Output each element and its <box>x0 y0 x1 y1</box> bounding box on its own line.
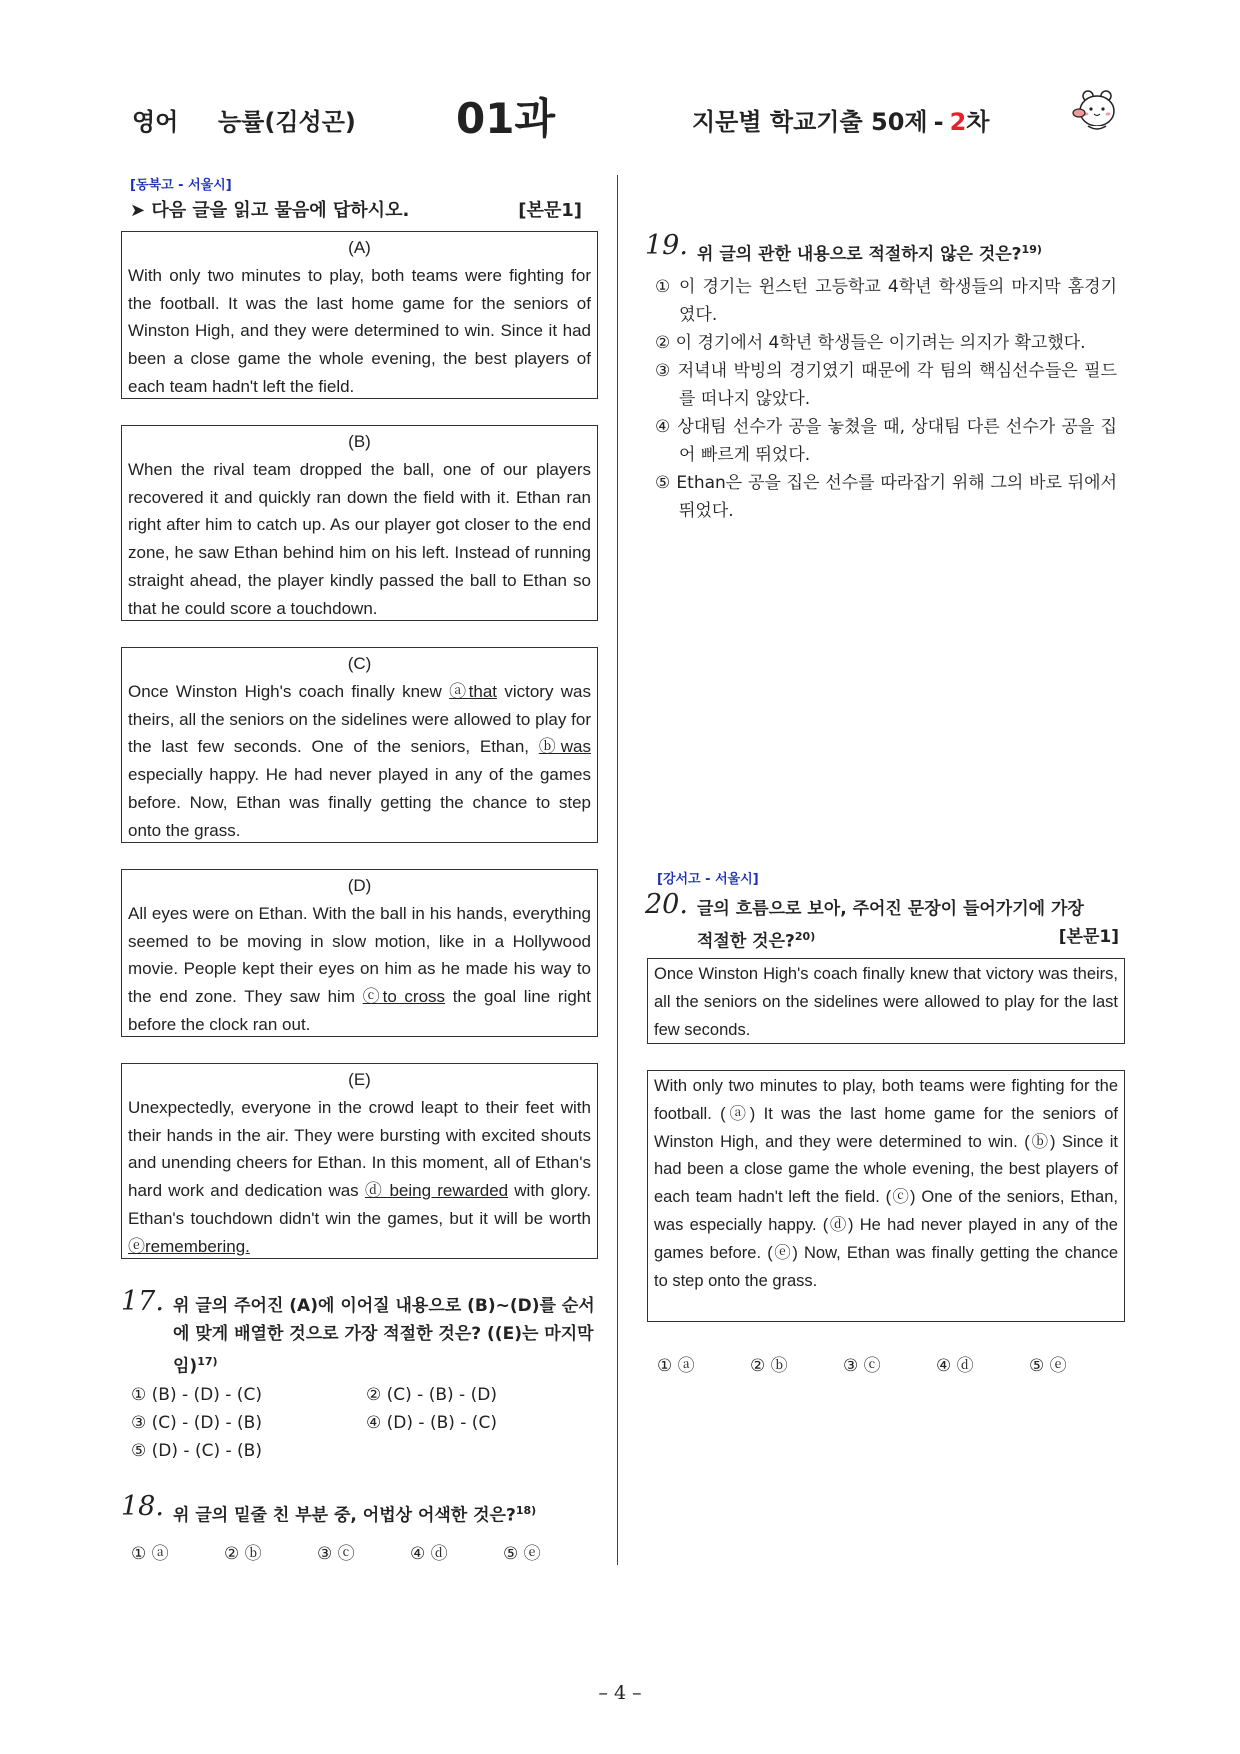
round-number: 2 <box>949 108 967 136</box>
passage-text: the goal line right before the clock ran out. <box>128 987 591 1034</box>
underline-e: ⓔremembering. <box>128 1236 250 1256</box>
footnote-ref: 17) <box>197 1355 218 1368</box>
source-label: [동북고 - 서울시] <box>130 178 232 193</box>
answer-choices <box>657 1351 1089 1376</box>
option-4[interactable]: ④ ⓓ <box>410 1544 448 1564</box>
instruction-text: ➤ 다음 글을 읽고 물음에 답하시오. <box>130 200 410 221</box>
passage-tag: [본문1] <box>518 200 582 221</box>
passage-text: especially happy. He had never played in any of the games before. Now, Ethan was finally getting the chance to step onto the grass. <box>128 765 591 840</box>
option-5[interactable]: ⑤ Ethan은 공을 집은 선수를 따라잡기 위해 그의 바로 뒤에서 뛰었다. <box>655 473 1117 521</box>
given-sentence: Once Winston High's coach finally knew that victory was theirs, all the seniors on the sidelines were allowed to play for the last few seconds. <box>654 965 1118 1039</box>
option-3[interactable]: ③ (C) - (D) - (B) <box>131 1413 262 1433</box>
series-prefix: 지문별 학교기출 50제 <box>692 108 928 136</box>
option-3[interactable]: ③ ⓒ <box>317 1544 355 1564</box>
question-text: 글의 흐름으로 보아, 주어진 문장이 들어가기에 가장 적절한 것은?$^{20)}$ [본문1] <box>697 899 1119 952</box>
passage-e <box>121 1063 598 1259</box>
option-2[interactable]: ② (C) - (B) - (D) <box>366 1385 497 1405</box>
option-2[interactable]: ② ⓑ <box>750 1356 788 1376</box>
passage-text: When the rival team dropped the ball, one of our players recovered it and quickly ran down the field with it. Ethan ran right after him to catch up. As our player got closer to the end zone, he saw Ethan behind him on his left. Instead of running straight ahead, the player kindly passed the ball to Ethan so that he could score a touchdown. <box>128 459 591 618</box>
option-1[interactable]: ① ⓐ <box>131 1544 169 1564</box>
option-3[interactable]: ③ ⓒ <box>843 1356 881 1376</box>
question-20 <box>645 889 1120 955</box>
footnote-ref: 20) <box>794 930 816 943</box>
option-1[interactable]: ① ⓐ <box>657 1356 695 1376</box>
question-number: 18. <box>121 1491 164 1522</box>
lesson-title: 01과 <box>456 94 556 143</box>
passage-label: (E) <box>348 1070 371 1089</box>
passage-label: (A) <box>348 238 371 257</box>
passage-text: victory was theirs, all the seniors on the sidelines were allowed to play for the last few seconds. One of the seniors, Ethan, <box>128 681 591 757</box>
given-sentence-box <box>647 958 1125 1044</box>
passage-d <box>121 869 598 1037</box>
option-1[interactable]: ① 이 경기는 윈스턴 고등학교 4학년 학생들의 마지막 홈경기였다. <box>655 277 1117 325</box>
passage-label: (B) <box>348 432 371 451</box>
option-list <box>655 273 1117 525</box>
passage-label: (C) <box>347 654 372 673</box>
passage-tag: [본문1] <box>1058 927 1119 947</box>
question-17 <box>121 1286 598 1380</box>
question-number: 17. <box>121 1286 164 1317</box>
page-header <box>0 82 1240 142</box>
passage-text: With only two minutes to play, both teams were fighting for the football. It was the last home game for the seniors of Winston High, and they were determined to win. Since it had been a close game the whole evening, the best players of each team hadn't left the field. <box>128 265 591 396</box>
series-dash: - <box>933 108 944 136</box>
question-18 <box>121 1491 598 1529</box>
series-title <box>692 102 989 137</box>
textbook-label: 능률(김성곤) <box>218 108 356 136</box>
question-number: 19. <box>645 230 688 261</box>
option-4[interactable]: ④ 상대팀 선수가 공을 놓쳤을 때, 상대팀 다른 선수가 공을 집어 빠르게 뛰었다. <box>655 417 1117 465</box>
question-19 <box>645 230 1120 268</box>
answer-choices <box>131 1539 563 1564</box>
underline-b: ⓑwas <box>538 737 591 757</box>
option-4[interactable]: ④ ⓓ <box>936 1356 974 1376</box>
passage-text: All eyes were on Ethan. With the ball in his hands, everything seemed to be moving in slow motion, like in a Hollywood movie. People kept their eyes on him as he made his way to the end zone. They saw him <box>128 903 591 1007</box>
question-text: 위 글의 관한 내용으로 적절하지 않은 것은?$^{19)}$ <box>697 243 1042 265</box>
passage-a <box>121 231 598 399</box>
option-2[interactable]: ② ⓑ <box>224 1544 262 1564</box>
option-4[interactable]: ④ (D) - (B) - (C) <box>366 1413 497 1433</box>
question-text: 위 글의 주어진 (A)에 이어질 내용으로 (B)~(D)를 순서에 맞게 배열한 것으로 가장 적절한 것은? ((E)는 마지막임)$^{17)}$ <box>173 1296 595 1377</box>
underline-a: ⓐthat <box>449 681 498 701</box>
footnote-ref: 19) <box>1021 243 1042 256</box>
passage-text: With only two minutes to play, both teams were fighting for the football. (ⓐ) It was the last home game for the seniors of Winston High, and they were determined to win. (ⓑ) Since it had been a close game the whole evening, the best players of each team hadn't left the field. (ⓒ) One of the seniors, Ethan, was especially happy. (ⓓ) He had never played in any of the games before. (ⓔ) Now, Ethan was finally getting the chance to step onto the grass. <box>654 1077 1118 1290</box>
insertion-passage <box>647 1070 1125 1322</box>
passage-text: Once Winston High's coach finally knew <box>128 681 450 701</box>
source-label: [강서고 - 서울시] <box>657 872 759 887</box>
passage-label: (D) <box>347 876 372 895</box>
option-3[interactable]: ③ 저녁내 박빙의 경기였기 때문에 각 팀의 핵심선수들은 필드를 떠나지 않았다. <box>655 361 1117 409</box>
option-5[interactable]: ⑤ (D) - (C) - (B) <box>131 1441 262 1461</box>
option-1[interactable]: ① (B) - (D) - (C) <box>131 1385 262 1405</box>
subject-label: 영어 <box>132 108 179 136</box>
passage-text: with glory. Ethan's touchdown didn't win the games, but it will be worth <box>128 1181 591 1228</box>
question-text: 위 글의 밑줄 친 부분 중, 어법상 어색한 것은?$^{18)}$ <box>173 1504 537 1526</box>
passage-c <box>121 647 598 843</box>
footnote-ref: 18) <box>515 1504 537 1517</box>
instruction <box>130 196 582 222</box>
underline-c: ⓒto cross <box>362 987 446 1007</box>
passage-b <box>121 425 598 621</box>
round-suffix: 차 <box>966 108 990 136</box>
question-number: 20. <box>645 889 688 920</box>
passage-text: Unexpectedly, everyone in the crowd leapt to their feet with their hands in the air. They were bursting with excited shouts and unending cheers for Ethan. In this moment, all of Ethan's hard work and dedication was <box>128 1097 591 1201</box>
underline-d: ⓓ being rewarded <box>364 1181 509 1201</box>
page-number: – 4 – <box>598 1682 642 1704</box>
option-5[interactable]: ⑤ ⓔ <box>503 1544 541 1564</box>
bear-mascot-icon <box>1070 86 1122 136</box>
column-divider <box>617 175 618 1565</box>
option-2[interactable]: ② 이 경기에서 4학년 학생들은 이기려는 의지가 확고했다. <box>655 333 1086 353</box>
option-5[interactable]: ⑤ ⓔ <box>1029 1356 1067 1376</box>
